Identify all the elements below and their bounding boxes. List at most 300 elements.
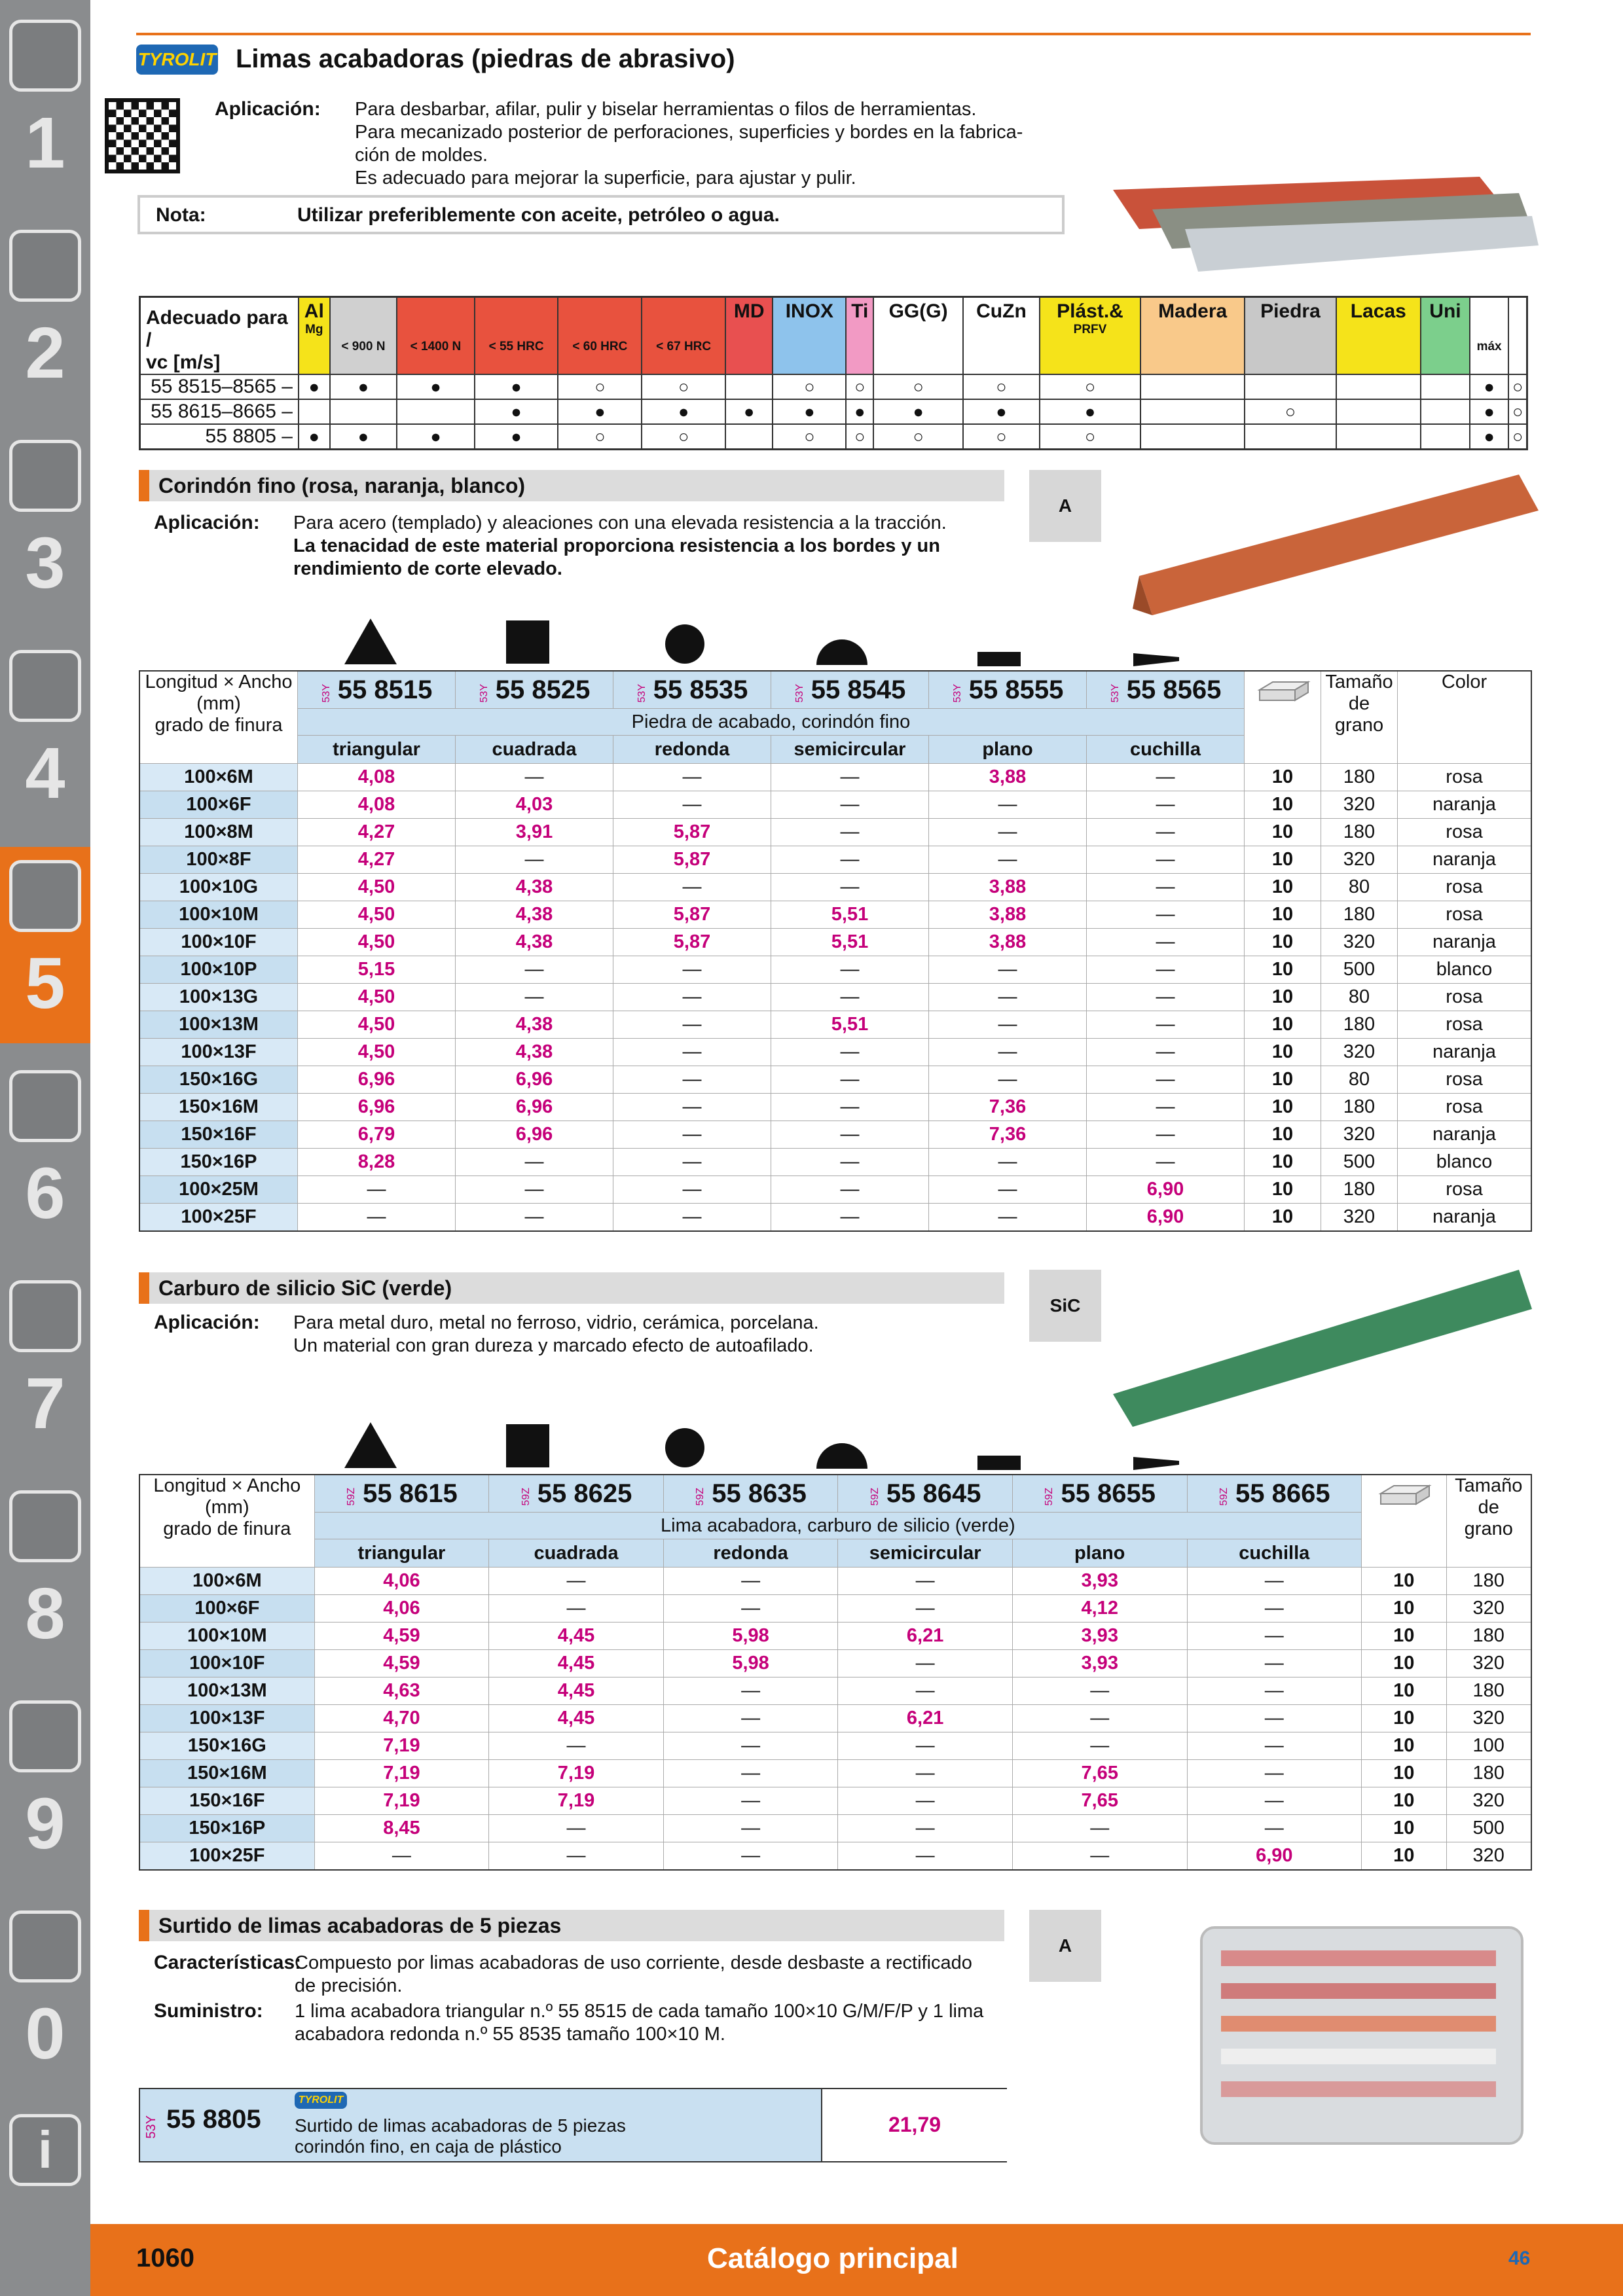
price-cell: — [489, 1815, 664, 1842]
material-cell: ● [397, 374, 474, 399]
qr-code[interactable] [105, 98, 180, 173]
material-cell: ● [475, 399, 558, 424]
table-row [139, 1787, 1531, 1815]
price-cell: — [838, 1842, 1013, 1871]
price-cell: — [929, 1149, 1087, 1176]
page-title: Limas acabadoras (piedras de abrasivo) [236, 45, 735, 73]
color-cell: naranja [1398, 846, 1532, 874]
circle-shape-icon [655, 615, 714, 668]
price-cell: 4,27 [298, 819, 456, 846]
shape-label-cuchilla: cuchilla [1087, 736, 1245, 764]
price-cell: — [456, 846, 613, 874]
pliers-icon[interactable] [9, 1280, 81, 1352]
price-cell: — [771, 1149, 929, 1176]
material-cell: ○ [1040, 374, 1140, 399]
pack-cell: 10 [1362, 1842, 1446, 1871]
price-cell: 4,45 [489, 1650, 664, 1677]
price-cell: — [771, 1094, 929, 1121]
chapter-number-9[interactable]: 9 [25, 1784, 65, 1864]
assortment-description: Surtido de limas acabadoras de 5 piezas corindón fino, en caja de plástico [295, 2115, 626, 2157]
price-cell: — [1087, 819, 1245, 846]
price-cell: — [771, 984, 929, 1011]
color-cell: naranja [1398, 791, 1532, 819]
application-label: Aplicación: [215, 98, 321, 120]
chapter-number-7[interactable]: 7 [25, 1363, 65, 1444]
material-cell [1336, 424, 1421, 450]
note-label: Nota: [156, 204, 206, 226]
material-suitability-table [139, 296, 1528, 450]
square-shape-icon [498, 615, 557, 668]
saw-blade-icon[interactable] [9, 860, 81, 932]
price-cell: — [456, 1176, 613, 1204]
table-row [139, 956, 1531, 984]
grain-cell: 320 [1321, 1039, 1398, 1066]
price-cell: — [663, 1732, 838, 1760]
color-cell: rosa [1398, 1176, 1532, 1204]
grain-cell: 180 [1446, 1623, 1531, 1650]
corindon-product-table [139, 670, 1532, 1232]
material-cell: ○ [642, 374, 725, 399]
price-cell: 7,65 [1012, 1787, 1187, 1815]
table-row [139, 984, 1531, 1011]
price-cell: — [1087, 901, 1245, 929]
material-col-6: MD [725, 297, 773, 375]
pack-cell: 10 [1245, 874, 1321, 901]
price-cell: 6,96 [298, 1066, 456, 1094]
price-cell: — [663, 1705, 838, 1732]
color-cell: rosa [1398, 874, 1532, 901]
pack-cell: 10 [1362, 1623, 1446, 1650]
price-cell: — [456, 984, 613, 1011]
table-row [139, 819, 1531, 846]
product-description: Lima acabadora, carburo de silicio (verde) [314, 1513, 1361, 1539]
price-cell: — [1087, 1121, 1245, 1149]
header-rule [136, 33, 1531, 35]
price-cell: 4,50 [298, 929, 456, 956]
price-cell: — [1187, 1732, 1362, 1760]
price-cell: 7,36 [929, 1094, 1087, 1121]
price-cell: — [1187, 1623, 1362, 1650]
section-corindon-header [139, 470, 1004, 501]
chapter-number-1[interactable]: 1 [25, 103, 65, 183]
color-cell: naranja [1398, 929, 1532, 956]
grain-cell: 320 [1321, 1121, 1398, 1149]
price-cell: 4,45 [489, 1623, 664, 1650]
price-cell: — [1187, 1760, 1362, 1787]
product-code-55-8515[interactable]: 53Y 55 8515 [298, 671, 456, 709]
price-cell: 6,90 [1087, 1204, 1245, 1232]
pack-cell: 10 [1245, 1121, 1321, 1149]
price-cell: — [1012, 1815, 1187, 1842]
shape-label-plano: plano [1012, 1539, 1187, 1568]
grain-cell: 320 [1321, 929, 1398, 956]
price-cell: 3,93 [1012, 1568, 1187, 1595]
note-text: Utilizar preferiblemente con aceite, petróleo o agua. [297, 204, 780, 226]
pack-cell: 10 [1362, 1677, 1446, 1705]
price-cell: — [929, 1066, 1087, 1094]
pack-quantity-icon [1362, 1475, 1446, 1568]
color-cell: rosa [1398, 1011, 1532, 1039]
material-cell [1421, 424, 1470, 450]
grain-cell: 180 [1321, 901, 1398, 929]
chapter-number-2[interactable]: 2 [25, 313, 65, 393]
shape-label-redonda: redonda [663, 1539, 838, 1568]
material-cell: ○ [873, 374, 963, 399]
circle-shape-icon [655, 1419, 714, 1471]
grain-cell: 320 [1321, 846, 1398, 874]
material-cell: ● [873, 399, 963, 424]
table-row [139, 1568, 1531, 1595]
price-cell: — [1012, 1705, 1187, 1732]
material-col-4: < 60 HRC [558, 297, 642, 375]
chapter-number-5[interactable]: 5 [25, 943, 65, 1024]
material-cell: ○ [1245, 399, 1336, 424]
material-cell [1421, 399, 1470, 424]
price-cell: 6,96 [298, 1094, 456, 1121]
corindon-stone-image [1126, 458, 1545, 628]
pack-cell: 10 [1245, 1066, 1321, 1094]
price-cell: — [838, 1595, 1013, 1623]
table-row [139, 1595, 1531, 1623]
price-cell: 3,88 [929, 901, 1087, 929]
product-code-55-8555[interactable]: 53Y 55 8555 [929, 671, 1087, 709]
price-cell: 5,51 [771, 1011, 929, 1039]
material-cell: ● [773, 399, 846, 424]
table-row [139, 1094, 1531, 1121]
material-col-17 [1508, 297, 1527, 375]
grain-cell: 320 [1321, 791, 1398, 819]
price-cell: — [489, 1842, 664, 1871]
toolbox-icon[interactable] [9, 1490, 81, 1562]
price-cell: 7,19 [314, 1732, 489, 1760]
material-cell: ● [299, 374, 330, 399]
shape-label-semicircular: semicircular [838, 1539, 1013, 1568]
price-cell: 8,28 [298, 1149, 456, 1176]
table-row [139, 1204, 1531, 1232]
product-code-55-8665[interactable]: 59Z 55 8665 [1187, 1475, 1362, 1513]
grain-cell: 180 [1321, 1011, 1398, 1039]
price-cell: — [298, 1204, 456, 1232]
price-cell: — [1187, 1787, 1362, 1815]
price-cell: — [771, 1176, 929, 1204]
supply-label: Suministro: [154, 2000, 263, 2022]
drill-icon[interactable] [9, 20, 81, 92]
grain-cell: 180 [1446, 1677, 1531, 1705]
shape-label-cuchilla: cuchilla [1187, 1539, 1362, 1568]
pack-cell: 10 [1245, 929, 1321, 956]
material-cell: ● [558, 399, 642, 424]
material-cell: ● [330, 424, 397, 450]
price-cell: — [613, 1149, 771, 1176]
pack-cell: 10 [1245, 846, 1321, 874]
chapter-number-6[interactable]: 6 [25, 1153, 65, 1234]
pack-cell: 10 [1245, 1039, 1321, 1066]
price-cell: — [663, 1815, 838, 1842]
price-cell: — [838, 1732, 1013, 1760]
price-cell: 5,98 [663, 1623, 838, 1650]
price-cell: — [663, 1568, 838, 1595]
pack-cell: 10 [1362, 1815, 1446, 1842]
product-description: Piedra de acabado, corindón fino [298, 709, 1245, 736]
chapter-number-8[interactable]: 8 [25, 1573, 65, 1654]
price-cell: 3,88 [929, 764, 1087, 791]
material-row-label: 55 8515–8565 – [140, 374, 299, 399]
price-cell: — [1012, 1842, 1187, 1871]
pack-cell: 10 [1245, 791, 1321, 819]
chapter-number-3[interactable]: 3 [25, 523, 65, 603]
table-row [139, 846, 1531, 874]
grain-cell: 180 [1446, 1568, 1531, 1595]
price-cell: — [1187, 1650, 1362, 1677]
chapter-number-0[interactable]: 0 [25, 1994, 65, 2074]
material-row-label: 55 8615–8665 – [140, 399, 299, 424]
color-cell: rosa [1398, 1094, 1532, 1121]
table-row [139, 1842, 1531, 1871]
price-cell: 5,51 [771, 901, 929, 929]
product-code-55-8625[interactable]: 59Z 55 8625 [489, 1475, 664, 1513]
size-cell: 150×16F [139, 1787, 314, 1815]
price-cell: — [929, 819, 1087, 846]
price-cell: 4,03 [456, 791, 613, 819]
size-cell: 150×16F [139, 1121, 298, 1149]
size-cell: 100×25F [139, 1204, 298, 1232]
product-code-55-8545[interactable]: 53Y 55 8545 [771, 671, 929, 709]
pack-cell: 10 [1245, 1149, 1321, 1176]
table-row [139, 1705, 1531, 1732]
price-cell: 4,12 [1012, 1595, 1187, 1623]
size-cell: 100×10F [139, 929, 298, 956]
price-cell: — [929, 956, 1087, 984]
section-corindon-title: Corindón fino (rosa, naranja, blanco) [158, 474, 526, 497]
price-cell: 4,59 [314, 1623, 489, 1650]
grain-cell: 180 [1446, 1760, 1531, 1787]
caliper-icon[interactable] [9, 650, 81, 722]
price-cell: 4,50 [298, 1039, 456, 1066]
table-row [139, 791, 1531, 819]
material-cell: ● [299, 424, 330, 450]
price-cell: — [838, 1650, 1013, 1677]
pack-cell: 10 [1245, 1176, 1321, 1204]
assortment-code: 55 8805 [166, 2105, 261, 2134]
price-cell: — [838, 1787, 1013, 1815]
size-cell: 150×16M [139, 1760, 314, 1787]
price-cell: — [1087, 846, 1245, 874]
brand-logo: TYROLIT [136, 45, 218, 75]
section-sic-title: Carburo de silicio SiC (verde) [158, 1276, 452, 1300]
price-cell: 4,06 [314, 1568, 489, 1595]
price-cell: 7,36 [929, 1121, 1087, 1149]
price-cell: 7,65 [1012, 1760, 1187, 1787]
price-cell: — [1087, 929, 1245, 956]
material-cell: ● [1040, 399, 1140, 424]
insert-icon[interactable] [9, 230, 81, 302]
color-cell: rosa [1398, 901, 1532, 929]
table-row [139, 1677, 1531, 1705]
table-row [139, 1121, 1531, 1149]
price-cell: — [613, 1039, 771, 1066]
size-cell: 100×13M [139, 1011, 298, 1039]
price-cell: — [489, 1595, 664, 1623]
table-row [139, 1650, 1531, 1677]
price-cell: — [771, 874, 929, 901]
price-cell: — [771, 819, 929, 846]
color-cell: naranja [1398, 1121, 1532, 1149]
price-cell: 4,27 [298, 846, 456, 874]
size-cell: 100×8M [139, 819, 298, 846]
assortment-price-cell [821, 2089, 1007, 2161]
material-col-9: GG(G) [873, 297, 963, 375]
price-cell: 7,19 [489, 1760, 664, 1787]
table-row [139, 1066, 1531, 1094]
size-cell: 100×13F [139, 1039, 298, 1066]
product-code-55-8615[interactable]: 59Z 55 8615 [314, 1475, 489, 1513]
price-cell: 6,96 [456, 1066, 613, 1094]
price-cell: — [1087, 1066, 1245, 1094]
material-cell [397, 399, 474, 424]
material-cell: ● [1470, 374, 1509, 399]
product-code-55-8525[interactable]: 53Y 55 8525 [456, 671, 613, 709]
price-cell: 4,50 [298, 874, 456, 901]
price-cell: — [1087, 764, 1245, 791]
price-cell: — [298, 1176, 456, 1204]
pack-cell: 10 [1362, 1650, 1446, 1677]
grain-cell: 80 [1321, 874, 1398, 901]
dimension-header: Longitud × Ancho (mm) grado de finura [139, 671, 298, 764]
product-code-55-8655[interactable]: 59Z 55 8655 [1012, 1475, 1187, 1513]
price-cell: — [489, 1568, 664, 1595]
price-cell: — [613, 1094, 771, 1121]
shape-label-plano: plano [929, 736, 1087, 764]
material-cell [1140, 399, 1245, 424]
section-surtido-header [139, 1910, 1004, 1941]
material-cell: ● [642, 399, 725, 424]
price-cell: — [771, 1066, 929, 1094]
price-cell: 6,96 [456, 1094, 613, 1121]
section-sic-header [139, 1272, 1004, 1304]
price-cell: — [771, 1039, 929, 1066]
page-number: 1060 [136, 2244, 194, 2272]
footer-small-number: 46 [1508, 2248, 1531, 2269]
price-cell: 4,70 [314, 1705, 489, 1732]
table-row [139, 1176, 1531, 1204]
price-cell: — [838, 1568, 1013, 1595]
size-cell: 100×6F [139, 1595, 314, 1623]
pack-cell: 10 [1245, 984, 1321, 1011]
price-cell: — [1087, 956, 1245, 984]
price-cell: — [838, 1760, 1013, 1787]
material-cell [1336, 374, 1421, 399]
table-row [139, 1732, 1531, 1760]
safety-icon[interactable] [9, 1910, 81, 1982]
material-cell: ○ [1508, 399, 1527, 424]
material-cell: ○ [963, 374, 1040, 399]
material-cell: ○ [846, 374, 873, 399]
info-icon[interactable]: i [9, 2114, 81, 2186]
size-cell: 100×13M [139, 1677, 314, 1705]
size-cell: 150×16P [139, 1815, 314, 1842]
pack-cell: 10 [1245, 956, 1321, 984]
price-cell: — [1087, 984, 1245, 1011]
grain-cell: 500 [1321, 956, 1398, 984]
price-cell: 3,88 [929, 929, 1087, 956]
material-cell: ● [725, 399, 773, 424]
price-cell: 5,51 [771, 929, 929, 956]
knife-shape-icon [1127, 1419, 1186, 1471]
material-cell: ○ [773, 374, 846, 399]
material-col-8: Ti [846, 297, 873, 375]
material-cell: ● [475, 424, 558, 450]
price-cell: 4,08 [298, 791, 456, 819]
product-code-55-8565[interactable]: 53Y 55 8565 [1087, 671, 1245, 709]
price-cell: 4,38 [456, 901, 613, 929]
material-cell [1245, 374, 1336, 399]
product-code-55-8645[interactable]: 59Z 55 8645 [838, 1475, 1013, 1513]
header-stones-image [1100, 131, 1545, 281]
material-cell [1336, 399, 1421, 424]
section-sic-app-label: Aplicación: [154, 1312, 260, 1333]
price-cell: 3,93 [1012, 1650, 1187, 1677]
product-code-55-8635[interactable]: 59Z 55 8635 [663, 1475, 838, 1513]
chuck-icon[interactable] [9, 440, 81, 512]
color-cell: rosa [1398, 984, 1532, 1011]
price-cell: — [929, 791, 1087, 819]
price-cell: — [613, 1066, 771, 1094]
price-cell: — [1012, 1732, 1187, 1760]
grain-size-header: Tamaño de grano [1446, 1475, 1531, 1568]
assortment-price: 21,79 [888, 2113, 941, 2136]
material-cell [725, 374, 773, 399]
wrench-icon[interactable] [9, 1070, 81, 1142]
price-cell: 6,90 [1187, 1842, 1362, 1871]
product-code-55-8535[interactable]: 53Y 55 8535 [613, 671, 771, 709]
supply-text: 1 lima acabadora triangular n.º 55 8515 de cada tamaño 100×10 G/M/F/P y 1 lima acabadora redonda n.º 55 8535 tamaño 100×10 M. [295, 2001, 984, 2045]
table-row [139, 764, 1531, 791]
grain-cell: 180 [1321, 819, 1398, 846]
material-col-10: CuZn [963, 297, 1040, 375]
footer-bar [90, 2224, 1623, 2296]
price-cell: — [456, 1204, 613, 1232]
grain-cell: 320 [1446, 1650, 1531, 1677]
material-cell: ○ [873, 424, 963, 450]
material-col-7: INOX [773, 297, 846, 375]
price-cell: 4,50 [298, 901, 456, 929]
price-cell: — [613, 1176, 771, 1204]
price-cell: 5,87 [613, 819, 771, 846]
price-cell: — [613, 764, 771, 791]
price-cell: — [929, 1039, 1087, 1066]
material-col-2: < 1400 N [397, 297, 474, 375]
price-cell: 3,93 [1012, 1623, 1187, 1650]
material-cell: ○ [846, 424, 873, 450]
flat-shape-icon [970, 1419, 1029, 1471]
semicircle-shape-icon [812, 615, 871, 668]
price-cell: 6,21 [838, 1623, 1013, 1650]
material-cell: ○ [558, 424, 642, 450]
price-cell: — [1087, 1094, 1245, 1121]
price-cell: — [613, 791, 771, 819]
grain-cell: 320 [1446, 1842, 1531, 1871]
semicircle-shape-icon [812, 1419, 871, 1471]
table-row [139, 1149, 1531, 1176]
price-cell: 7,19 [314, 1787, 489, 1815]
size-cell: 100×10P [139, 956, 298, 984]
pack-cell: 10 [1362, 1595, 1446, 1623]
cabinet-icon[interactable] [9, 1700, 81, 1772]
grain-cell: 320 [1321, 1204, 1398, 1232]
material-cell [1245, 424, 1336, 450]
color-cell: rosa [1398, 819, 1532, 846]
chapter-number-4[interactable]: 4 [25, 733, 65, 814]
